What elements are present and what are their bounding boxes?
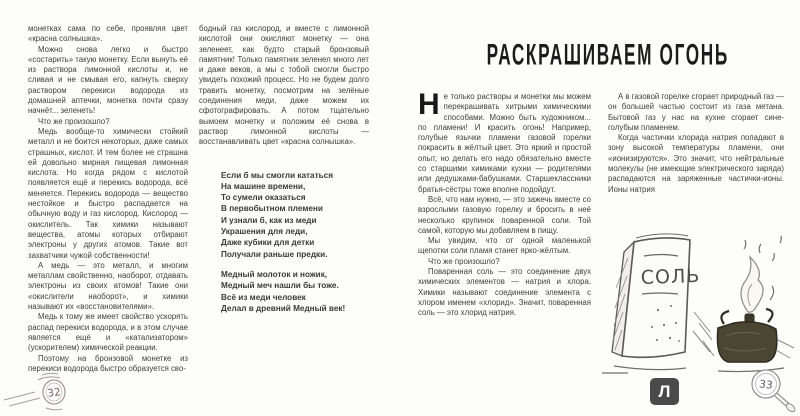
chapter-title — [415, 38, 800, 74]
drop-cap: Н — [418, 92, 440, 121]
lead-paragraph-text: е только растворы и монетки мы можем перекрашивать хитрыми химическими способами. Можно быть художником... по пламени! И красить огонь! Например, голубые язычки пламени газовой горелки покрасить в жёлтый цвет. Это яркий и простой опыт, но делать его надо обязательно вместе со старшими химиками кухни — родителями или дедушками-бабушками. Старшеклассники братья-сёстры тоже вполне подойдут. — [418, 92, 591, 194]
body-paragraph: Медь вообще-то химически стойкий металл и не боится некоторых, даже самых страшных, кислот. И тем более не страшна ей довольно мирная пищевая лимонная кислота. Но когда рядом с кислотой появляется ещё и перекись водорода, всё меняется. Перекись водорода — вещество нестойкое и быстро распадается на обычную воду и газ кислород. Кислород — окислитель. Так химики называют вещества, атомы которых отбирают электроны у других атомов. Такие вот захватчики чужой собственности! — [28, 126, 188, 260]
kettle-handle-left — [721, 311, 729, 324]
body-paragraph: А в газовой горелке сгорает природный газ — он большей частью состоит из газа метана. Бытовой газ у нас на кухне сгорает сине-голубым пламенем. — [608, 92, 784, 132]
lead-paragraph — [418, 92, 591, 195]
magnifier-handle-end — [785, 402, 796, 413]
poem-line: На машине времени, — [221, 181, 306, 191]
salt-box-front — [622, 238, 690, 357]
page-number-32-coin-doodle — [2, 370, 74, 414]
right-page-column-2 — [608, 92, 784, 232]
right-page-column-1 — [418, 92, 591, 362]
left-page-column-2 — [199, 24, 369, 384]
poem-line: Всё из меди человек — [221, 292, 306, 302]
watermark-letter: Л — [658, 381, 671, 401]
salt-box-label: СОЛЬ — [640, 264, 701, 289]
left-page-column-1 — [28, 24, 188, 374]
poem-line: Украшения для леди, — [221, 227, 308, 237]
magnifier — [749, 369, 800, 414]
body-paragraph: Поваренная соль — это соединение двух химических элементов — натрия и хлора. Химики называют соединение элемента с хлором именем «хлорид». Значит, поваренная соль — это хлорид натрия. — [418, 267, 591, 318]
body-paragraph: Поэтому на бронзовой монетке из перекиси водорода быстро образуется сво- — [28, 353, 188, 373]
poem-line: Если б мы смогли кататься — [221, 170, 333, 180]
right-page-number: 33 — [758, 378, 774, 392]
poem-line: Медный молоток и ножик, — [221, 269, 328, 279]
salt-and-kettle-illustration — [600, 228, 800, 374]
body-paragraph: Что же произошло? — [38, 116, 110, 126]
poem-line: Медный меч нашли бы тоже. — [221, 281, 339, 291]
body-paragraph: Можно снова легко и быстро «состарить» такую монетку. Если вынуть её из раствора лимонной кислоты и, не сливая и не смывая его, капнуть сверху раствором перекиси водорода из домашней аптечки, монетка почти сразу начнёт... зеленеть! — [28, 44, 188, 116]
body-paragraph: Когда частички хлорида натрия попадают в зону высокой температуры пламени, они «ионизируются». Это значит, что нейтральные молекулы (не имеющие электрического заряда) распадаются на заряженные частички-ионы. Ионы натрия — [608, 133, 784, 194]
poem-stanza-1 — [221, 170, 369, 260]
body-paragraph: Всё, что нам нужно, — это зажечь вместе со взрослыми газовую горелку и бросить в неё несколько крупинок поваренной соли. Той самой, которую мы добавляем в пищу. — [418, 194, 591, 235]
left-page-number: 32 — [46, 386, 62, 400]
body-paragraph: монетках сама по себе, проявляя цвет «красна солнышка». — [28, 24, 188, 44]
body-paragraph: А медь — это металл, и многим металлам свойственно, наоборот, отдавать электроны из своих атомов! Такие они «окислители наоборот», и химики называют их «восстановителями». — [28, 260, 188, 312]
body-paragraph: бодный газ кислород, и вместе с лимонной кислотой они окисляют монетку — она зеленеет, как будто старый бронзовый памятник! Только памятник зеленел много лет и даже веков, а мы с тобой смогли быстро увидеть похожий процесс. Но не будем долго травить монетку, посмотрим на зелёные соединения меди, даже можем их сфотографировать. А потом тщательно вымоем монетку и положим её снова в раствор лимонной кислоты — восстанавливать цвет «красна солнышка». — [199, 24, 369, 147]
body-paragraph: Что же произошло? — [428, 256, 500, 266]
labirint-watermark-badge — [650, 378, 679, 405]
page-number-33-magnifier-doodle — [742, 364, 800, 412]
kettle-handle-right — [766, 309, 773, 322]
kettle-body — [717, 322, 776, 362]
kettle-shadow-hatching — [776, 340, 794, 358]
body-paragraph: Мы увидим, что от одной маленькой щепотки соли пламя станет ярко-жёлтым. — [418, 236, 591, 256]
poem-line: Получали раньше предки. — [221, 249, 328, 259]
body-paragraph: Медь к тому же имеет свойство ускорять распад перекиси водорода, и в этом случае является ещё и «катализатором» (ускорителем) химической реакции. — [28, 312, 188, 353]
chapter-title-text: РАСКРАШИВАЕМ ОГОНЬ — [486, 38, 729, 72]
poem-line: В первобытном племени — [221, 204, 323, 214]
poem-line: И узнали б, как из меди — [221, 215, 317, 225]
copper-poem — [221, 170, 369, 315]
poem-stanza-2 — [221, 269, 369, 314]
poem-line: Даже кубики для детки — [221, 238, 315, 248]
poem-line: Делал в древний Медный век! — [221, 303, 346, 313]
poem-line: То сумели оказаться — [221, 193, 306, 203]
shadow-hatching — [693, 312, 714, 356]
left-page-column-2-text — [199, 24, 369, 148]
right-page-column-1-rest — [418, 195, 591, 319]
